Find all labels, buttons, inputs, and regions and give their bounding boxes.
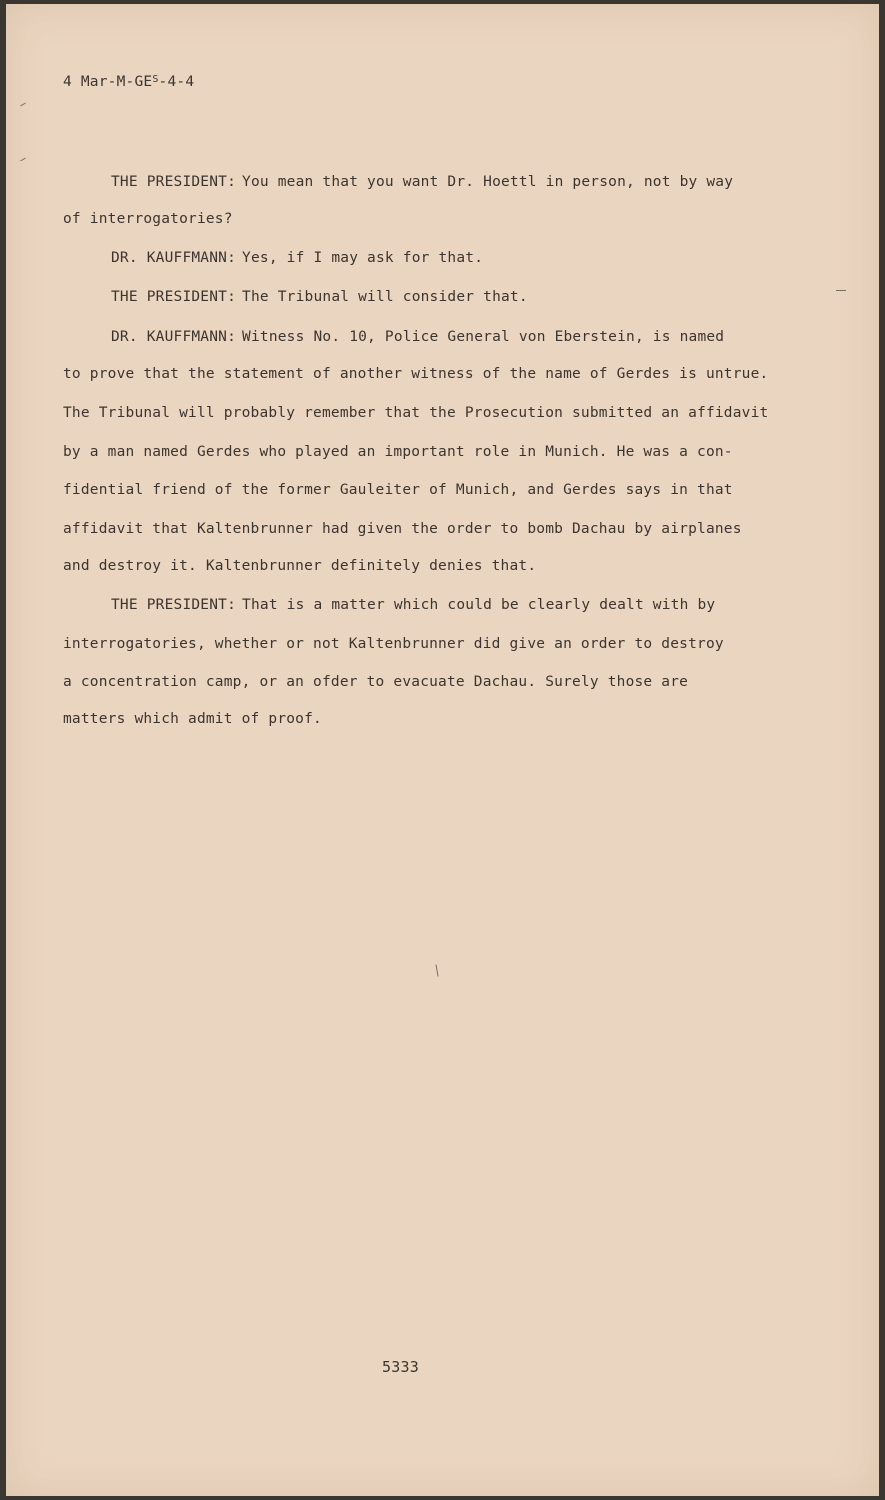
speaker-label: DR. KAUFFMANN: — [111, 250, 237, 266]
line-text: by a man named Gerdes who played an important role in Munich. He was a con- — [63, 444, 733, 460]
transcript-line — [63, 709, 322, 729]
line-text: and destroy it. Kaltenbrunner definitely denies that. — [63, 558, 537, 574]
line-text: matters which admit of proof. — [63, 711, 322, 727]
page-number: 5333 — [382, 1358, 419, 1376]
transcript-line — [63, 672, 688, 692]
paper-speck — [836, 290, 846, 291]
line-text: affidavit that Kaltenbrunner had given the order to bomb Dachau by airplanes — [63, 521, 742, 537]
transcript-line — [63, 556, 536, 576]
line-text: Yes, if I may ask for that. — [242, 250, 484, 266]
line-text: The Tribunal will probably remember that the Prosecution submitted an affidavit — [63, 405, 769, 421]
document-header — [63, 74, 194, 90]
header-superscript: S — [152, 74, 159, 85]
line-text: interrogatories, whether or not Kaltenbrunner did give an order to destroy — [63, 636, 724, 652]
line-text: That is a matter which could be clearly dealt with by — [242, 597, 716, 613]
transcript-line — [63, 209, 233, 229]
line-text: fidential friend of the former Gauleiter of Munich, and Gerdes says in that — [63, 482, 733, 498]
line-text: You mean that you want Dr. Hoettl in person, not by way — [242, 174, 734, 190]
paper-speck — [20, 103, 26, 107]
speaker-label: DR. KAUFFMANN: — [111, 329, 237, 345]
transcript-line — [63, 248, 483, 268]
transcript-line — [63, 634, 724, 654]
transcript-line — [63, 595, 715, 615]
line-text: Witness No. 10, Police General von Eberstein, is named — [242, 329, 725, 345]
paper-speck — [435, 965, 438, 977]
transcript-line — [63, 403, 768, 423]
transcript-line — [63, 287, 528, 307]
transcript-line — [63, 172, 733, 192]
transcript-line — [63, 364, 768, 384]
transcript-line — [63, 480, 733, 500]
speaker-label: THE PRESIDENT: — [111, 289, 237, 305]
document-page — [6, 4, 879, 1496]
transcript-line — [63, 519, 742, 539]
line-text: to prove that the statement of another witness of the name of Gerdes is untrue. — [63, 366, 769, 382]
speaker-label: THE PRESIDENT: — [111, 597, 237, 613]
transcript-line — [63, 442, 733, 462]
transcript-line — [63, 327, 724, 347]
header-prefix: 4 Mar-M-GE — [63, 74, 153, 90]
speaker-label: THE PRESIDENT: — [111, 174, 237, 190]
line-text: a concentration camp, or an ofder to evacuate Dachau. Surely those are — [63, 674, 689, 690]
header-suffix: -4-4 — [158, 74, 195, 90]
line-text: of interrogatories? — [63, 211, 233, 227]
line-text: The Tribunal will consider that. — [242, 289, 528, 305]
paper-speck — [20, 158, 26, 162]
